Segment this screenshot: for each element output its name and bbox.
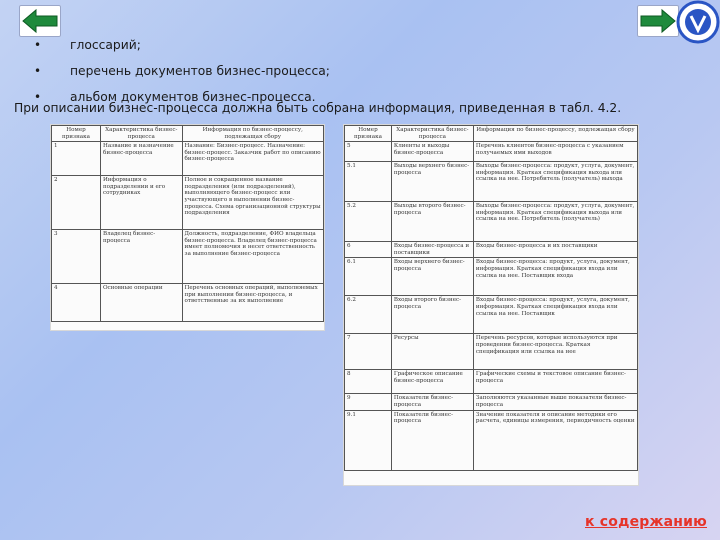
table-row: 1 Название и назначение бизнес-процесса Название: Бизнес-процесс. Назначение: бизнес-процесс. Заказчик работ по описанию бизнес-процесса (52, 142, 324, 176)
table-scan-right (343, 124, 639, 486)
table-row: 8 Графическое описание бизнес-процесса Графические схемы и текстовое описание бизнес-процесса (345, 370, 638, 394)
bullet-item: • перечень документов бизнес-процесса; (34, 64, 330, 78)
university-logo (676, 0, 720, 44)
table-header: Номер признака (52, 126, 101, 142)
table-row: 5.1 Выходы верхнего бизнес-процесса Выходы бизнес-процесса: продукт, услуга, документ, информация. Краткая спецификация выхода или ссылка на нее. Потребитель (получатель) выхода (345, 162, 638, 202)
bullet-item: • глоссарий; (34, 38, 141, 52)
table-header: Характеристика бизнес-процесса (391, 126, 473, 142)
table-scan-left (50, 124, 325, 331)
table-row: 4 Основные операции Перечень основных операций, выполняемых при выполнении бизнес-процесса, и ответственные за их выполнение (52, 284, 324, 322)
table-right (344, 125, 638, 471)
table-row: 7 Ресурсы Перечень ресурсов, которые используются при проведении бизнес-процесса. Краткая спецификация или ссылка на нее (345, 334, 638, 370)
university-logo-icon (676, 0, 720, 44)
table-left (51, 125, 324, 322)
table-row: 3 Владелец бизнес-процесса Должность, подразделение, ФИО владельца бизнес-процесса. Владелец бизнес-процесса имеет полномочия и несет ответственность за выполнение бизнес-процесса (52, 230, 324, 284)
table-row: 9.1 Показатели бизнес-процесса Значение показателя и описание методики его расчета, единицы измерения, периодичность оценки (345, 410, 638, 470)
table-row: 6.2 Входы второго бизнес-процесса Входы бизнес-процесса: продукт, услуга, документ, информация. Краткая спецификация входа или ссылка на нее. Поставщик (345, 296, 638, 334)
table-header: Информация по бизнес-процессу, подлежащая сбору (473, 126, 637, 142)
arrow-left-icon (19, 5, 61, 37)
intro-paragraph: При описании бизнес-процесса должна быть собрана информация, приведенная в табл. 4.2. (14, 101, 622, 115)
table-row: 6.1 Входы верхнего бизнес-процесса Входы бизнес-процесса: продукт, услуга, документ, информация. Краткая спецификация входа или ссылка на нее. Поставщик входа (345, 258, 638, 296)
bullet-item: • альбом документов бизнес-процесса. (34, 90, 316, 104)
table-header: Номер признака (345, 126, 392, 142)
back-button[interactable] (19, 5, 61, 37)
arrow-right-icon (637, 5, 679, 37)
forward-button[interactable] (637, 5, 679, 37)
table-row: 6 Входы бизнес-процесса и поставщики Входы бизнес-процесса и их поставщики (345, 242, 638, 258)
table-row: 2 Информация о подразделении и его сотрудниках Полное и сокращенное название подразделения (или подразделений), выполняющего бизнес-процесс или участвующего в выполнении бизнес-процесса. Схема организационной структуры подразделения (52, 176, 324, 230)
table-row: 5 Клиенты и выходы бизнес-процесса Перечень клиентов бизнес-процесса с указанием получаемых ими выходов (345, 142, 638, 162)
table-row: 5.2 Выходы второго бизнес-процесса Выходы бизнес-процесса: продукт, услуга, документ, информация. Краткая спецификация выхода или ссылка на нее. Потребитель (получатель) (345, 202, 638, 242)
table-row: 9 Показатели бизнес-процесса Заполняются указанные выше показатели бизнес-процесса (345, 394, 638, 410)
table-header: Информация по бизнес-процессу, подлежащая сбору (182, 126, 323, 142)
table-of-contents-link[interactable]: к содержанию (585, 514, 707, 530)
table-header: Характеристика бизнес-процесса (100, 126, 182, 142)
